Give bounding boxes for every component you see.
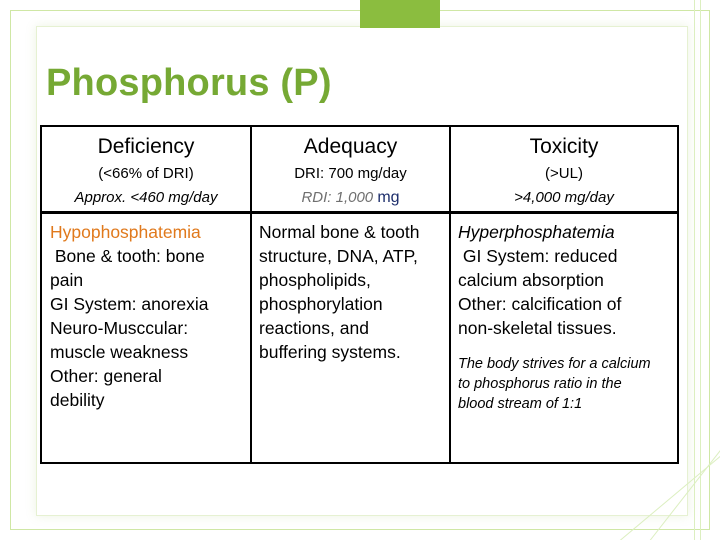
deficiency-line: GI System: anorexia bbox=[50, 294, 209, 314]
toxicity-line: GI System: reduced bbox=[458, 246, 618, 266]
hypophosphatemia-term: Hypophosphatemia bbox=[50, 222, 201, 242]
adequacy-line: phospholipids, bbox=[259, 270, 371, 290]
toxicity-amount: >4,000 mg/day bbox=[514, 189, 614, 206]
deficiency-header bbox=[42, 127, 250, 214]
toxicity-line: non-skeletal tissues. bbox=[458, 318, 617, 338]
adequacy-column bbox=[250, 127, 449, 462]
adequacy-header bbox=[252, 127, 449, 214]
deficiency-column bbox=[42, 127, 250, 462]
decor-line bbox=[700, 0, 701, 540]
toxicity-line: Other: calcification of bbox=[458, 294, 622, 314]
deficiency-body bbox=[42, 214, 250, 412]
rdi-unit: mg bbox=[377, 189, 400, 206]
ratio-note bbox=[458, 354, 677, 414]
toxicity-line: calcium absorption bbox=[458, 270, 604, 290]
adequacy-dri: DRI: 700 mg/day bbox=[294, 165, 407, 182]
toxicity-body bbox=[451, 214, 677, 414]
adequacy-title: Adequacy bbox=[303, 135, 398, 158]
adequacy-body bbox=[252, 214, 449, 364]
accent-bar bbox=[360, 0, 440, 28]
adequacy-rdi bbox=[252, 189, 449, 207]
ratio-note-line: The body strives for a calcium bbox=[458, 356, 651, 372]
adequacy-line: structure, DNA, ATP, bbox=[259, 246, 418, 266]
deficiency-line: Bone & tooth: bone bbox=[50, 246, 205, 266]
deficiency-line: debility bbox=[50, 390, 105, 410]
rdi-value: RDI: 1,000 bbox=[301, 189, 378, 206]
adequacy-line: phosphorylation bbox=[259, 294, 383, 314]
ratio-note-line: blood stream of 1:1 bbox=[458, 396, 583, 412]
adequacy-line: Normal bone & tooth bbox=[259, 222, 420, 242]
deficiency-title: Deficiency bbox=[97, 135, 195, 158]
deficiency-line: pain bbox=[50, 270, 84, 290]
deficiency-line: muscle weakness bbox=[50, 342, 189, 362]
adequacy-line: reactions, and bbox=[259, 318, 369, 338]
toxicity-column bbox=[449, 127, 677, 462]
deficiency-threshold: (<66% of DRI) bbox=[98, 165, 194, 182]
nutrient-table bbox=[40, 125, 679, 464]
hyperphosphatemia-term: Hyperphosphatemia bbox=[458, 222, 615, 242]
decor-line bbox=[694, 0, 695, 540]
deficiency-line: Neuro-Musccular: bbox=[50, 318, 189, 338]
adequacy-line: buffering systems. bbox=[259, 342, 401, 362]
ratio-note-line: to phosphorus ratio in the bbox=[458, 376, 622, 392]
toxicity-threshold: (>UL) bbox=[545, 165, 583, 182]
deficiency-amount: Approx. <460 mg/day bbox=[74, 189, 218, 206]
toxicity-title: Toxicity bbox=[529, 135, 599, 158]
toxicity-header bbox=[451, 127, 677, 214]
slide-title: Phosphorus (P) bbox=[46, 62, 332, 104]
deficiency-line: Other: general bbox=[50, 366, 162, 386]
